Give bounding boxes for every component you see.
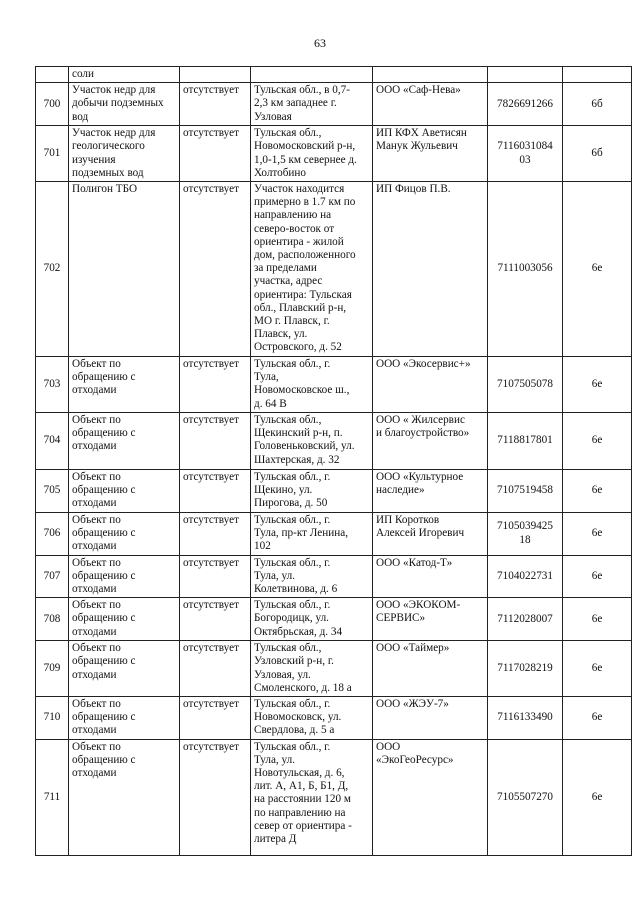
status-cell: отсутствует — [180, 83, 251, 126]
table-row — [36, 641, 632, 697]
class-cell: 6е — [563, 555, 632, 598]
owner-cell: ООО « Жилсервис и благоустройство» — [373, 413, 488, 470]
class-cell: 6б — [563, 83, 632, 126]
location-cell: Тульская обл., г. Тула, ул. Новотульская, д. 6, лит. А, А1, Б, Б1, Д, на расстоянии 120 м по направлению на север от ориентира - литера Д — [251, 739, 373, 855]
class-cell: 6е — [563, 182, 632, 357]
inn-cell: 7117028219 — [488, 641, 563, 697]
inn-cell: 7107519458 — [488, 470, 563, 513]
row-number-cell: 704 — [36, 413, 69, 470]
location-cell: Тульская обл., г. Новомосковск, ул. Свердлова, д. 5 а — [251, 697, 373, 740]
row-number-cell: 700 — [36, 83, 69, 126]
class-cell: 6е — [563, 739, 632, 855]
object-name-cell: Объект по обращению с отходами — [69, 598, 180, 641]
status-cell — [180, 67, 251, 83]
object-name-cell: Полигон ТБО — [69, 182, 180, 357]
location-cell: Тульская обл., г. Тула, ул. Колетвинова, д. 6 — [251, 555, 373, 598]
location-cell: Участок находится примерно в 1.7 км по направлению на северо-восток от ориентира - жилой дом, расположенного за пределами участка, адрес ориентира: Тульская обл., Плавский р-н, МО г. Плавск, г. Плавск, ул. Островского, д. 52 — [251, 182, 373, 357]
class-cell: 6е — [563, 598, 632, 641]
location-cell: Тульская обл., г. Тула, Новомосковское ш., д. 64 В — [251, 357, 373, 413]
object-name-cell: Объект по обращению с отходами — [69, 470, 180, 513]
inn-cell: 7105507270 — [488, 739, 563, 855]
class-cell: 6е — [563, 413, 632, 470]
inn-cell: 7118817801 — [488, 413, 563, 470]
table-row — [36, 739, 632, 855]
row-number-cell: 706 — [36, 512, 69, 555]
owner-cell: ООО «ЭКОКОМ- СЕРВИС» — [373, 598, 488, 641]
location-cell: Тульская обл., Щекинский р-н, п. Головеньковский, ул. Шахтерская, д. 32 — [251, 413, 373, 470]
object-name-cell: соли — [69, 67, 180, 83]
owner-cell: ООО «Экосервис+» — [373, 357, 488, 413]
owner-cell: ООО «Катод-Т» — [373, 555, 488, 598]
table-row — [36, 413, 632, 470]
table-row — [36, 697, 632, 740]
object-name-cell: Участок недр для геологического изучения подземных вод — [69, 126, 180, 182]
inn-cell: 7116031084 03 — [488, 126, 563, 182]
inn-cell: 7116133490 — [488, 697, 563, 740]
row-number-cell: 702 — [36, 182, 69, 357]
table-row — [36, 470, 632, 513]
registry-table — [35, 66, 632, 856]
owner-cell: ООО «Таймер» — [373, 641, 488, 697]
registry-table-body — [36, 67, 632, 856]
inn-cell: 7111003056 — [488, 182, 563, 357]
inn-cell: 7112028007 — [488, 598, 563, 641]
object-name-cell: Объект по обращению с отходами — [69, 357, 180, 413]
owner-cell: ООО «ЭкоГеоРесурс» — [373, 739, 488, 855]
row-number-cell: 707 — [36, 555, 69, 598]
table-row — [36, 83, 632, 126]
class-cell: 6е — [563, 697, 632, 740]
class-cell — [563, 67, 632, 83]
table-row — [36, 512, 632, 555]
location-cell: Тульская обл., г. Богородицк, ул. Октябрьская, д. 34 — [251, 598, 373, 641]
status-cell: отсутствует — [180, 126, 251, 182]
table-row — [36, 357, 632, 413]
class-cell: 6е — [563, 512, 632, 555]
status-cell: отсутствует — [180, 182, 251, 357]
table-row — [36, 555, 632, 598]
owner-cell: ИП Фицов П.В. — [373, 182, 488, 357]
owner-cell: ООО «Саф-Нева» — [373, 83, 488, 126]
row-number-cell: 709 — [36, 641, 69, 697]
inn-cell: 7104022731 — [488, 555, 563, 598]
inn-cell — [488, 67, 563, 83]
row-number-cell — [36, 67, 69, 83]
row-number-cell: 701 — [36, 126, 69, 182]
owner-cell: ИП КФХ Аветисян Манук Жульевич — [373, 126, 488, 182]
location-cell — [251, 67, 373, 83]
row-number-cell: 711 — [36, 739, 69, 855]
owner-cell: ИП Коротков Алексей Игоревич — [373, 512, 488, 555]
owner-cell: ООО «Культурное наследие» — [373, 470, 488, 513]
object-name-cell: Объект по обращению с отходами — [69, 739, 180, 855]
object-name-cell: Объект по обращению с отходами — [69, 697, 180, 740]
class-cell: 6е — [563, 357, 632, 413]
location-cell: Тульская обл., г. Щекино, ул. Пирогова, д. 50 — [251, 470, 373, 513]
class-cell: 6е — [563, 470, 632, 513]
object-name-cell: Участок недр для добычи подземных вод — [69, 83, 180, 126]
object-name-cell: Объект по обращению с отходами — [69, 641, 180, 697]
status-cell: отсутствует — [180, 697, 251, 740]
inn-cell: 7107505078 — [488, 357, 563, 413]
class-cell: 6б — [563, 126, 632, 182]
row-number-cell: 703 — [36, 357, 69, 413]
object-name-cell: Объект по обращению с отходами — [69, 413, 180, 470]
inn-cell: 7826691266 — [488, 83, 563, 126]
class-cell: 6е — [563, 641, 632, 697]
continuation-row — [36, 67, 632, 83]
page-number: 63 — [314, 36, 326, 50]
table-row — [36, 598, 632, 641]
owner-cell — [373, 67, 488, 83]
status-cell: отсутствует — [180, 357, 251, 413]
location-cell: Тульская обл., в 0,7- 2,3 км западнее г. Узловая — [251, 83, 373, 126]
status-cell: отсутствует — [180, 598, 251, 641]
status-cell: отсутствует — [180, 512, 251, 555]
table-row — [36, 182, 632, 357]
owner-cell: ООО «ЖЭУ-7» — [373, 697, 488, 740]
row-number-cell: 708 — [36, 598, 69, 641]
status-cell: отсутствует — [180, 641, 251, 697]
object-name-cell: Объект по обращению с отходами — [69, 512, 180, 555]
inn-cell: 7105039425 18 — [488, 512, 563, 555]
object-name-cell: Объект по обращению с отходами — [69, 555, 180, 598]
table-row — [36, 126, 632, 182]
location-cell: Тульская обл., Узловский р-н, г. Узловая, ул. Смоленского, д. 18 а — [251, 641, 373, 697]
row-number-cell: 710 — [36, 697, 69, 740]
status-cell: отсутствует — [180, 739, 251, 855]
location-cell: Тульская обл., г. Тула, пр-кт Ленина, 102 — [251, 512, 373, 555]
status-cell: отсутствует — [180, 413, 251, 470]
location-cell: Тульская обл., Новомосковский р-н, 1,0-1,5 км севернее д. Холтобино — [251, 126, 373, 182]
status-cell: отсутствует — [180, 470, 251, 513]
row-number-cell: 705 — [36, 470, 69, 513]
status-cell: отсутствует — [180, 555, 251, 598]
